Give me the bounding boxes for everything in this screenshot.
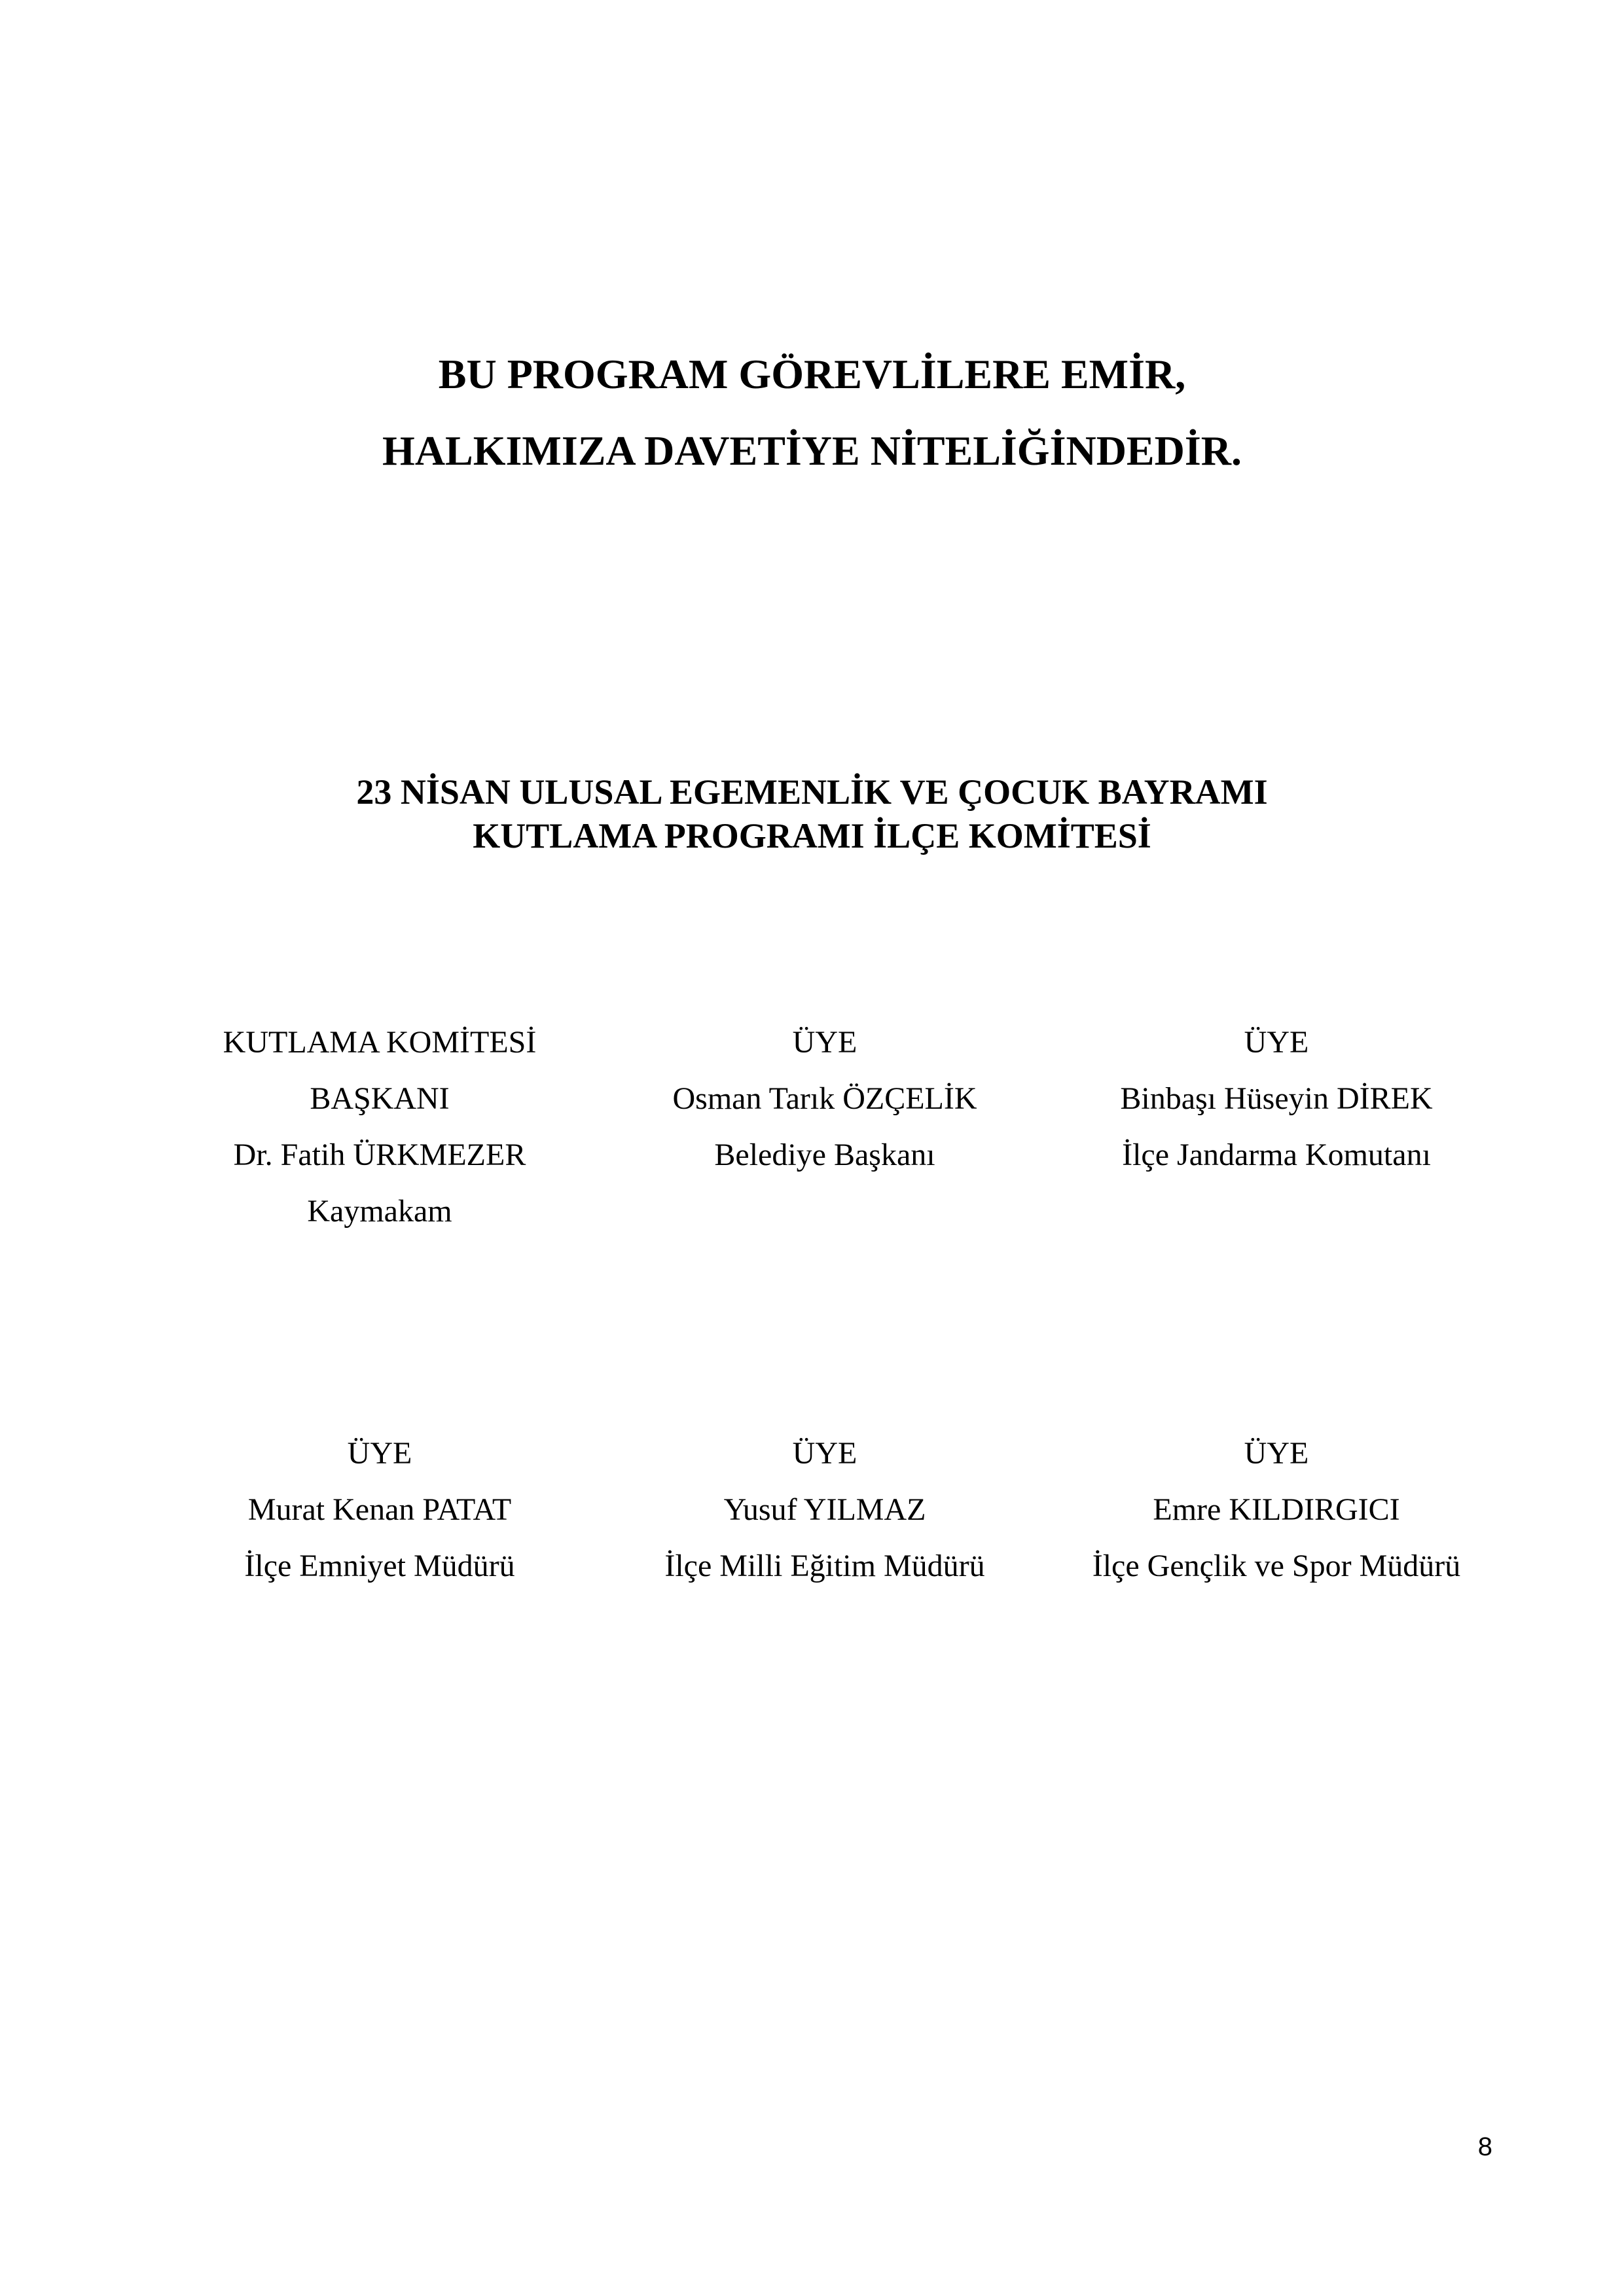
notice-line-2: HALKIMIZA DAVETİYE NİTELİĞİNDEDİR. (382, 427, 1242, 474)
member-title: İlçe Jandarma Komutanı (1122, 1138, 1431, 1172)
member-name: Yusuf YILMAZ (723, 1492, 926, 1527)
member-role: ÜYE (347, 1436, 412, 1471)
member-role: ÜYE (792, 1436, 857, 1471)
member-youth-sports-director (1074, 1426, 1479, 1594)
member-name: Osman Tarık ÖZÇELİK (672, 1081, 977, 1116)
member-role-line-2: BAŞKANI (310, 1081, 450, 1116)
member-mayor (628, 1014, 1021, 1183)
member-police-director (183, 1426, 576, 1594)
page-number: 8 (1477, 2132, 1492, 2161)
member-name: Dr. Fatih ÜRKMEZER (233, 1138, 526, 1172)
member-role: ÜYE (1244, 1025, 1309, 1060)
member-role: KUTLAMA KOMİTESİ (223, 1025, 537, 1060)
member-name: Binbaşı Hüseyin DİREK (1120, 1081, 1433, 1116)
member-name: Emre KILDIRGICI (1153, 1492, 1400, 1527)
member-name: Murat Kenan PATAT (247, 1492, 512, 1527)
member-title: İlçe Milli Eğitim Müdürü (664, 1549, 985, 1583)
member-committee-chair (183, 1014, 576, 1240)
notice-line-1: BU PROGRAM GÖREVLİLERE EMİR, (438, 351, 1186, 397)
member-role: ÜYE (1244, 1436, 1309, 1471)
member-education-director (628, 1426, 1021, 1594)
member-role: ÜYE (792, 1025, 857, 1060)
member-gendarmerie-commander (1074, 1014, 1479, 1183)
member-title: İlçe Emniyet Müdürü (244, 1549, 515, 1583)
committee-title-line-1: 23 NİSAN ULUSAL EGEMENLİK VE ÇOCUK BAYRAMI (356, 772, 1268, 812)
member-title: Kaymakam (307, 1194, 452, 1229)
committee-title-line-2: KUTLAMA PROGRAMI İLÇE KOMİTESİ (473, 816, 1151, 855)
member-title: Belediye Başkanı (714, 1138, 935, 1172)
member-title: İlçe Gençlik ve Spor Müdürü (1092, 1549, 1461, 1583)
